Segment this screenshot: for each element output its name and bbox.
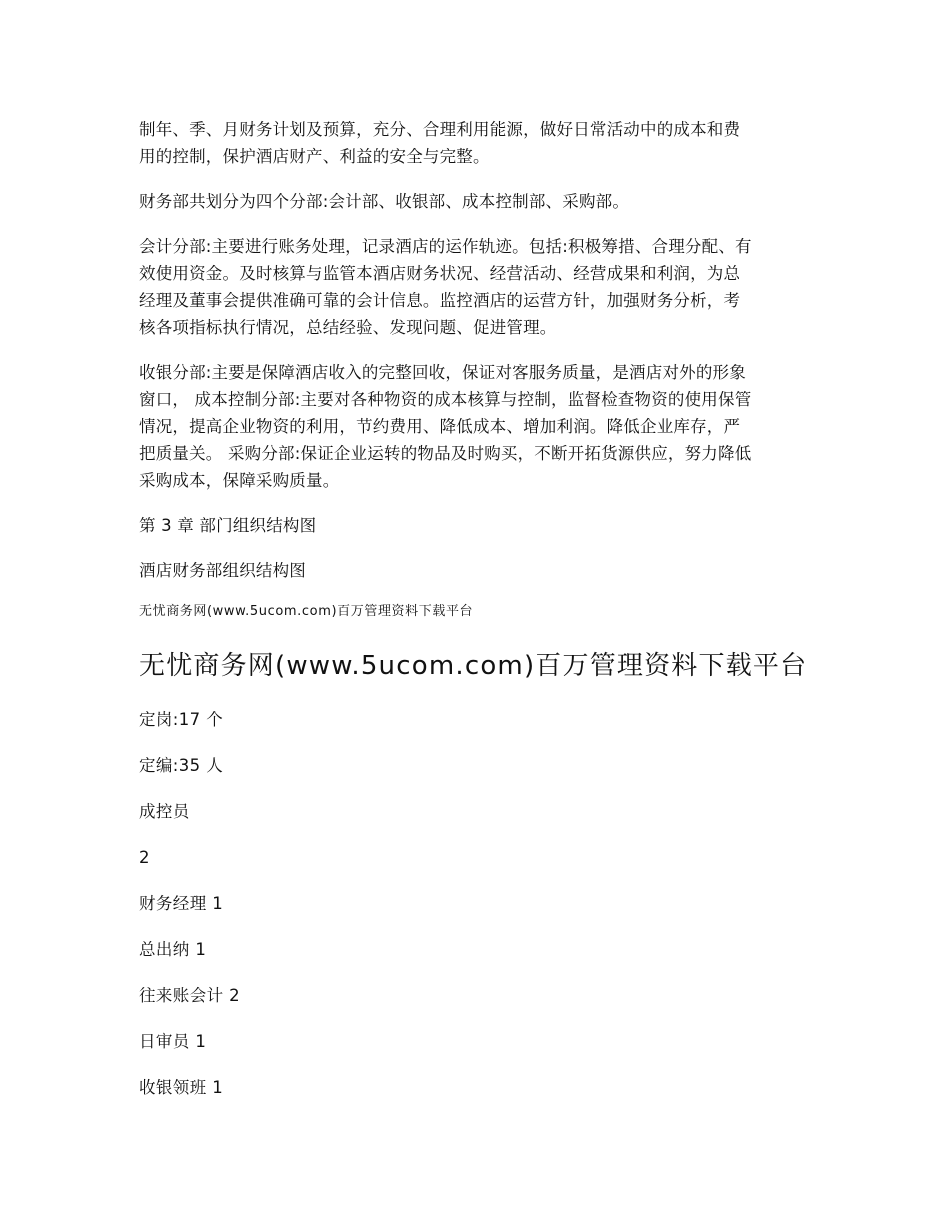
document-content [139,116,819,1120]
text-line: 采购成本，保障采购质量。 [139,471,340,490]
list-item: 财务经理 1 [139,894,224,913]
paragraph-finance-plan [139,116,819,170]
paragraph-division-overview [139,188,819,215]
text-line: 用的控制，保护酒店财产、利益的安全与完整。 [139,147,490,166]
list-item: 定岗:17 个 [139,710,224,729]
text-line: 经理及董事会提供准确可靠的会计信息。监控酒店的运营方针，加强财务分析，考 [139,291,741,310]
text-line: 把质量关。 采购分部:保证企业运转的物品及时购买，不断开拓货源供应，努力降低 [139,444,752,463]
section-heading: 酒店财务部组织结构图 [139,561,306,580]
list-item: 成控员 [139,802,190,821]
watermark-small: 无忧商务网(www.5ucom.com)百万管理资料下载平台 [139,604,474,619]
list-item: 收银领班 1 [139,1078,224,1097]
chapter-heading: 第 3 章 部门组织结构图 [139,516,317,535]
text-line: 效使用资金。及时核算与监管本酒店财务状况、经营活动、经营成果和利润，为总 [139,264,741,283]
list-item: 总出纳 1 [139,940,207,959]
text-line: 窗口， 成本控制分部:主要对各种物资的成本核算与控制，监督检查物资的使用保管 [139,390,752,409]
text-line: 会计分部:主要进行账务处理，记录酒店的运作轨迹。包括:积极筹措、合理分配、有 [139,237,752,256]
list-item: 日审员 1 [139,1032,207,1051]
text-line: 收银分部:主要是保障酒店收入的完整回收，保证对客服务质量，是酒店对外的形象 [139,363,746,382]
paragraph-cashier-cost-purchase [139,359,819,494]
paragraph-accounting-division [139,233,819,341]
watermark-large: 无忧商务网(www.5ucom.com)百万管理资料下载平台 [139,651,808,681]
text-line: 情况，提高企业物资的利用，节约费用、降低成本、增加利润。降低企业库存，严 [139,417,741,436]
text-line: 财务部共划分为四个分部:会计部、收银部、成本控制部、采购部。 [139,192,630,211]
list-item: 2 [139,848,150,867]
text-line: 核各项指标执行情况，总结经验、发现问题、促进管理。 [139,318,557,337]
list-item: 往来账会计 2 [139,986,241,1005]
text-line: 制年、季、月财务计划及预算，充分、合理利用能源，做好日常活动中的成本和费 [139,120,741,139]
list-item: 定编:35 人 [139,756,224,775]
